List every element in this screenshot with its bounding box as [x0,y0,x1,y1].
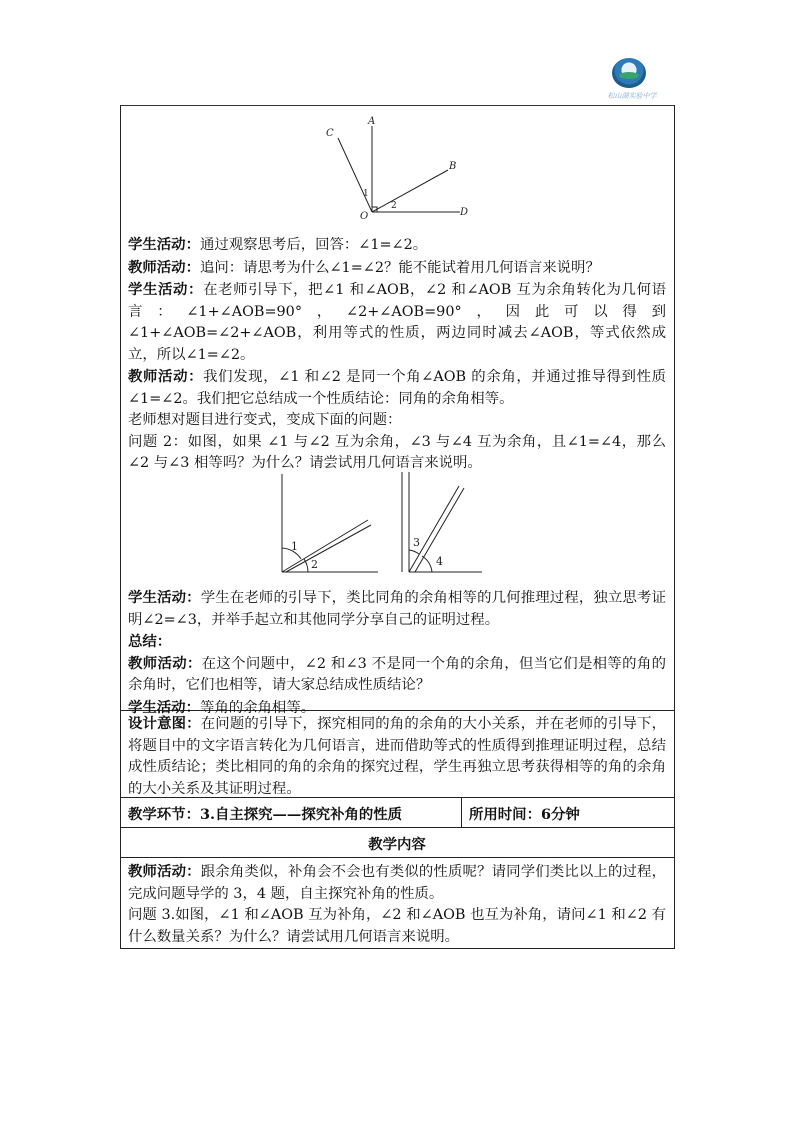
figure-angles-aob [318,112,478,222]
left-slanted-ray-b [286,525,371,572]
time-used-label: 所用时间：6分钟 [469,806,580,823]
label-o: O [360,211,369,222]
paragraph-student-proof: 学生活动：在老师引导下，把∠1 和∠AOB，∠2 和∠AOB 互为余角转化为几何语言：∠1+∠AOB=90°，∠2+∠AOB=90°，因此可以得到∠1+∠AOB=∠2+∠AOB，利用等式的性质，两边同时减去∠AOB，等式依然成立，所以∠1=∠2。 [128,281,666,363]
teaching-step-label: 教学环节：3.自主探究——探究补角的性质 [128,806,403,823]
label-a: A [368,116,376,127]
row-divider-content [120,857,674,858]
paragraph-teacher-supplementary: 教师活动：跟余角类似，补角会不会也有类似的性质呢？请同学们类比以上的过程，完成问题导学的 3，4 题，自主探究补角的性质。 [128,863,666,902]
label-angle-2: 2 [391,201,397,211]
school-name-caption: 松山湖实验中学 [607,92,657,100]
school-emblem-icon [612,58,646,88]
paragraph-teacher-conclusion: 教师活动：我们发现，∠1 和∠2 是同一个角∠AOB 的余角，并通过推导得到性质∠1=∠2。我们把它总结成一个性质结论：同角的余角相等。 [128,368,666,407]
summary-heading: 总结： [128,633,172,650]
label-angle-3: 3 [413,536,420,549]
figure-problem-2 [276,468,496,578]
ray-oc [338,138,372,212]
paragraph-variation-intro: 老师想对题目进行变式，变成下面的问题： [128,412,402,428]
label-d: D [460,207,469,218]
row-divider-content-header [120,827,674,828]
section-3 [128,861,666,948]
design-intent: 设计意图：在问题的引导下，探究相同的角的余角的大小关系，并在老师的引导下，将题目中的文字语言转化为几何语言，进而借助等式的性质得到推理证明过程，总结成性质结论；类比相同的角的余角的探究过程，学生再独立思考获得相等的角的余角的大小关系及其证明过程。 [128,715,666,797]
paragraph-teacher-summary: 教师活动：在这个问题中，∠2 和∠3 不是同一个角的余角，但当它们是相等的角的余角时，它们也相等，请大家总结成性质结论？ [128,654,666,693]
section-2 [128,587,666,719]
label-angle-1: 1 [291,540,298,553]
paragraph-student-analogy: 学生活动：学生在老师的引导下，类比同角的余角相等的几何推理过程，独立思考证明∠2=∠3，并举手起立和其他同学分享自己的证明过程。 [128,589,666,628]
label-angle-4: 4 [436,555,443,568]
label-angle-1: 1 [363,189,369,199]
label-angle-2: 2 [311,558,318,571]
content-header: 教学内容 [368,836,426,853]
school-logo [590,58,674,100]
section-1 [128,234,666,475]
paragraph-student-answer: 学生活动：通过观察思考后，回答：∠1=∠2。 [128,236,428,253]
right-slanted-ray-a [409,486,459,572]
paragraph-student-conclusion: 学生活动：等角的余角相等。 [128,698,316,716]
arc-angle-3 [409,550,419,554]
column-divider-time [461,797,462,827]
ray-ob [372,170,448,212]
paragraph-problem-3: 问题 3.如图，∠1 和∠AOB 互为补角，∠2 和∠AOB 也互为补角，请问∠1 和∠2 有什么数量关系？为什么？请尝试用几何语言来说明。 [128,907,666,945]
paragraph-problem-2: 问题 2：如图，如果 ∠1 与∠2 互为余角，∠3 与∠4 互为余角，且∠1=∠4，那么∠2 与∠3 相等吗？为什么？请尝试用几何语言来说明。 [128,433,666,471]
label-b: B [449,161,457,172]
label-c: C [326,128,334,139]
paragraph-teacher-question: 教师活动：追问：请思考为什么∠1=∠2？能不能试着用几何语言来说明？ [128,258,600,276]
